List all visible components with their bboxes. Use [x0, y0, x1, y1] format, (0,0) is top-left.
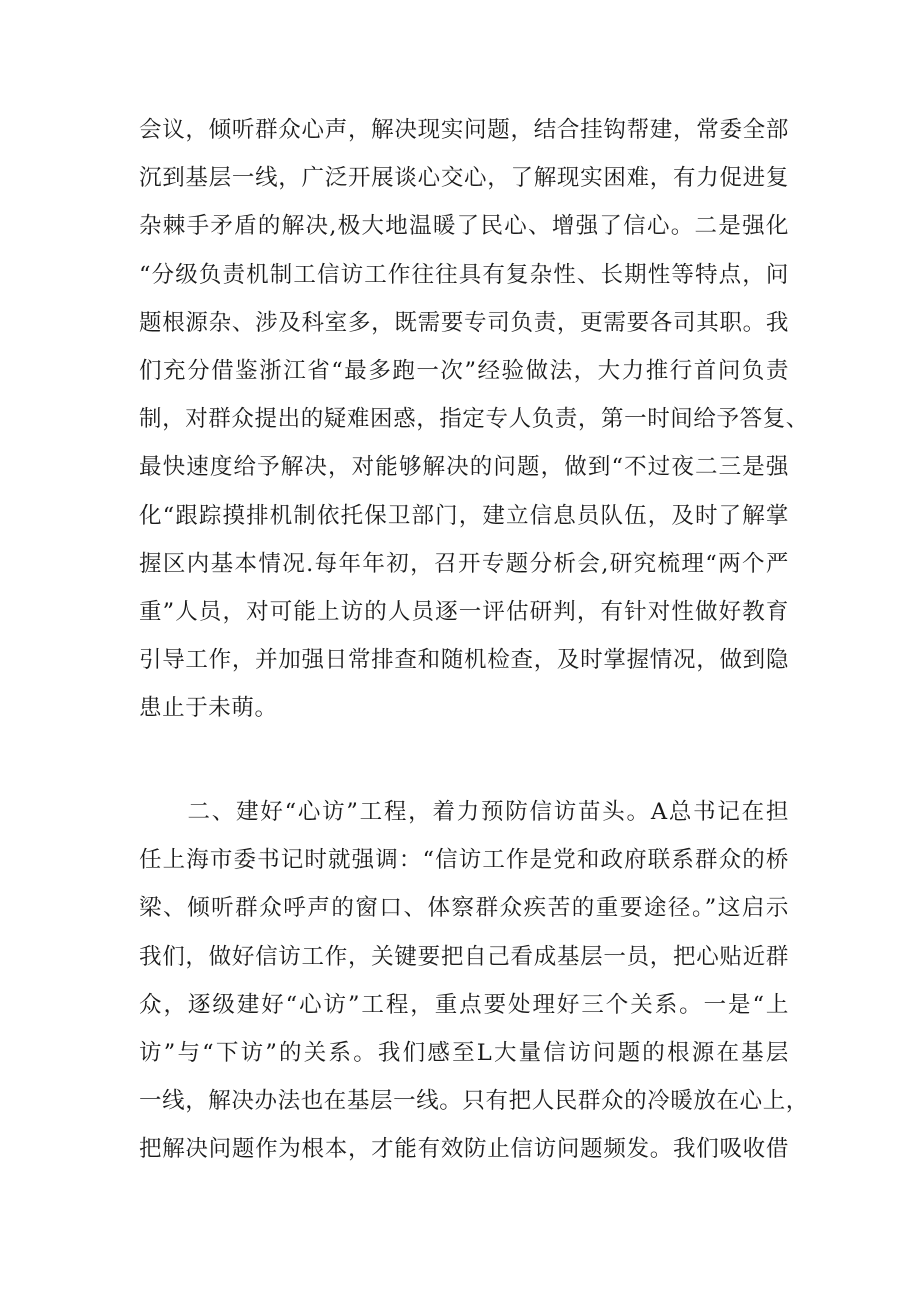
text-line: 握区内基本情况.每年年初，召开专题分析会,研究梳理“两个严: [139, 550, 789, 577]
text-line: 我们，做好信访工作，关键要把自己看成基层一员，把心贴近群: [139, 943, 789, 970]
text-line: 最快速度给予解决，对能够解决的问题，做到“不过夜二三是强: [139, 454, 789, 481]
text-line: 重”人员，对可能上访的人员逐一评估研判，有针对性做好教育: [139, 598, 789, 625]
text-line: 会议，倾听群众心声，解决现实问题，结合挂钩帮建，常委全部: [139, 117, 789, 143]
text-line: 众，逐级建好“心访”工程，重点要处理好三个关系。一是“上: [139, 991, 789, 1018]
text-line: “分级负责机制工信访工作往往具有复杂性、长期性等特点，问: [139, 261, 789, 288]
text-line: 们充分借鉴浙江省“最多跑一次”经验做法，大力推行首问负责: [139, 357, 789, 384]
text-line: 梁、倾听群众呼声的窗口、体察群众疾苦的重要途径。”这启示: [139, 895, 789, 922]
text-line: 二、建好“心访”工程，着力预防信访苗头。A总书记在担: [139, 799, 789, 825]
text-line: 题根源杂、涉及科室多，既需要专司负责，更需要各司其职。我: [139, 309, 789, 336]
text-line: 访”与“下访”的关系。我们感至L大量信访问题的根源在基层: [139, 1039, 789, 1066]
text-line: 一线，解决办法也在基层一线。只有把人民群众的冷暖放在心上，: [139, 1088, 809, 1115]
text-line: 任上海市委书记时就强调：“信访工作是党和政府联系群众的桥: [139, 847, 789, 874]
text-line: 患止于未萌。: [139, 695, 278, 722]
paragraph-2: [139, 788, 809, 1174]
text-line: 化“跟踪摸排机制依托保卫部门，建立信息员队伍，及时了解掌: [139, 502, 789, 529]
text-line: 制，对群众提出的疑难困惑，指定专人负责，第一时间给予答复、: [139, 406, 809, 433]
paragraph-1: [139, 106, 809, 732]
text-line: 沉到基层一线，广泛开展谈心交心，了解现实困难，有力促进复: [139, 165, 789, 192]
text-line: 杂棘手矛盾的解决,极大地温暖了民心、增强了信心。二是强化: [139, 213, 789, 240]
text-line: 把解决问题作为根本，才能有效防止信访问题频发。我们吸收借: [139, 1136, 789, 1163]
text-line: 引导工作，并加强日常排查和随机检查，及时掌握情况，做到隐: [139, 647, 789, 674]
